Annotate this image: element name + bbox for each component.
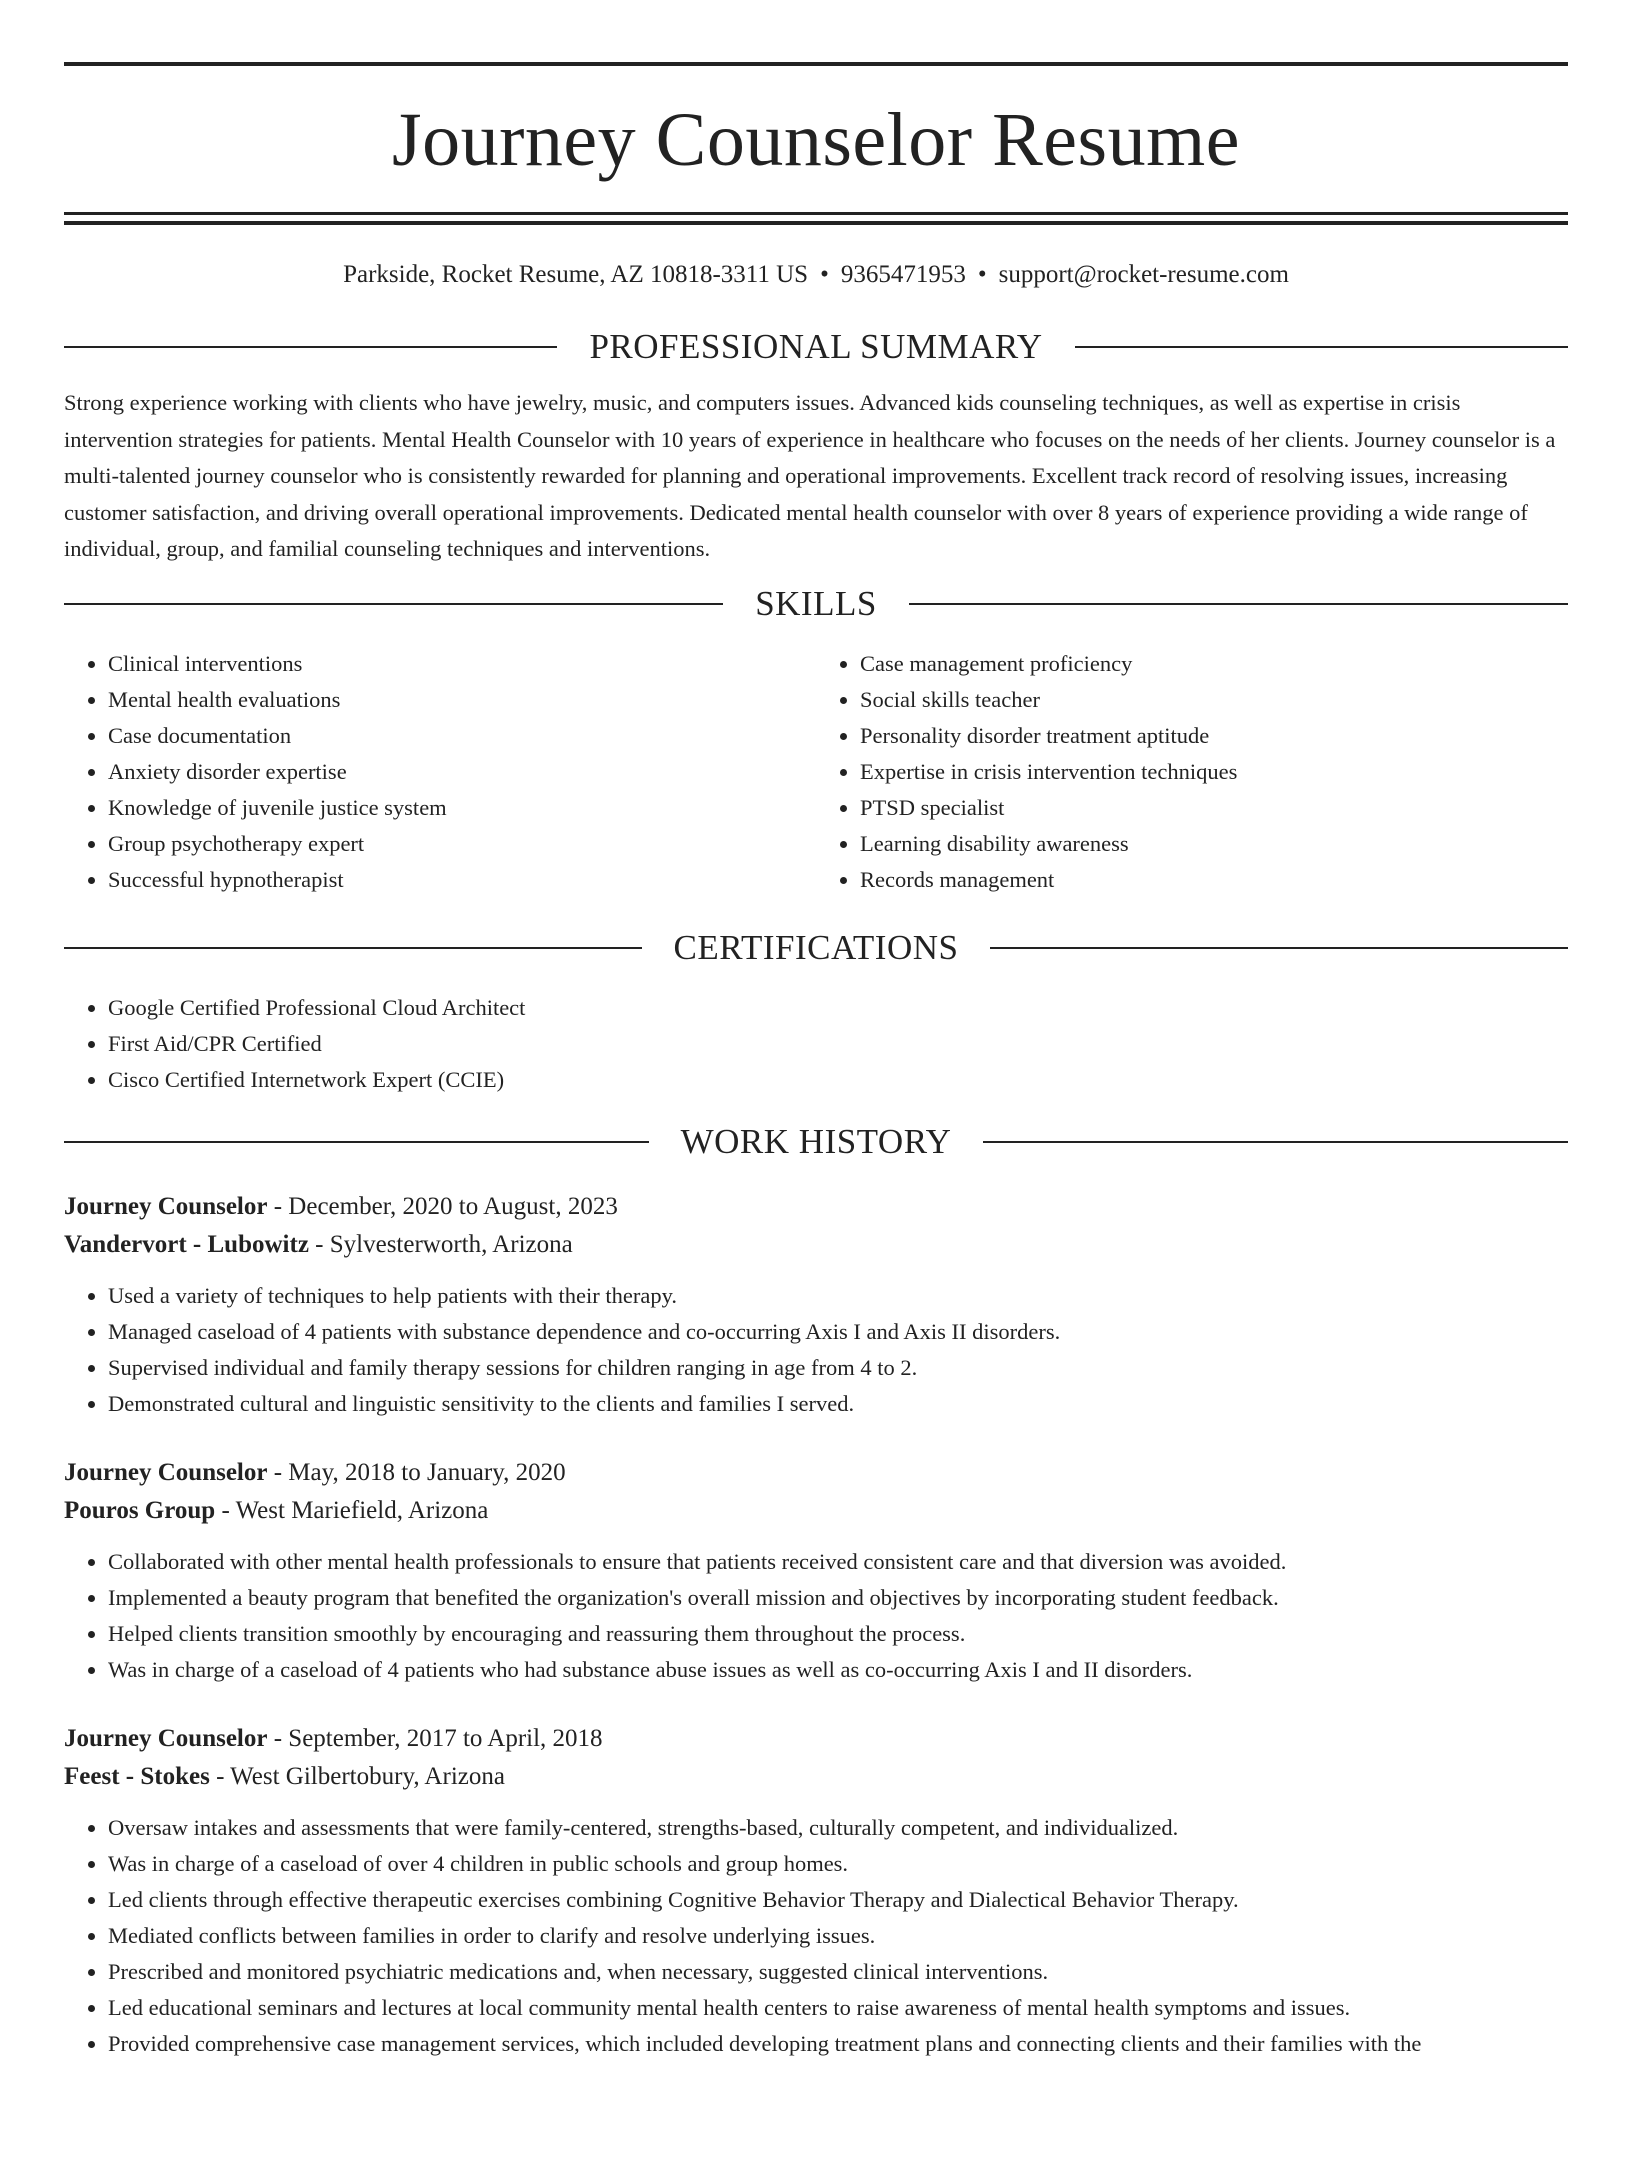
skill-item: • Successful hypnotherapist [108, 862, 816, 898]
job-title: Journey Counselor [64, 1192, 268, 1220]
skills-columns [64, 646, 1568, 898]
job-entry [64, 1720, 1568, 2062]
section-heading-certifications [64, 928, 1568, 968]
skill-item: • Case documentation [108, 718, 816, 754]
skills-left-list [64, 646, 816, 898]
heading-rule [64, 947, 642, 949]
job-bullets [64, 1278, 1568, 1422]
resume-title: Journey Counselor Resume [392, 98, 1240, 182]
job-company-line [64, 1226, 1568, 1264]
section-heading-skills [64, 584, 1568, 624]
skill-item: • Expertise in crisis intervention techniques [860, 754, 1568, 790]
job-company-line [64, 1492, 1568, 1530]
job-bullet: • Supervised individual and family therapy sessions for children ranging in age from 4 to 2. [108, 1350, 1568, 1386]
title-double-rule [64, 212, 1568, 225]
contact-separator: • [820, 261, 829, 288]
skill-item: • Clinical interventions [108, 646, 816, 682]
job-bullet: • Prescribed and monitored psychiatric medications and, when necessary, suggested clinical interventions. [108, 1954, 1568, 1990]
skills-heading: SKILLS [755, 583, 877, 623]
heading-rule [990, 947, 1568, 949]
job-title-line [64, 1720, 1568, 1758]
job-entry [64, 1188, 1568, 1422]
job-bullet: • Demonstrated cultural and linguistic sensitivity to the clients and families I served. [108, 1386, 1568, 1422]
heading-rule [64, 603, 723, 605]
job-location: - West Gilbertobury, Arizona [209, 1762, 505, 1790]
top-rule [64, 62, 1568, 66]
resume-page [0, 62, 1632, 2174]
job-bullet: • Led educational seminars and lectures at local community mental health centers to raise awareness of mental health symptoms and issues. [108, 1990, 1568, 2026]
job-bullets [64, 1544, 1568, 1688]
job-company: Vandervort - Lubowitz [64, 1230, 309, 1258]
job-location: - West Mariefield, Arizona [215, 1496, 489, 1524]
contact-separator: • [977, 261, 987, 288]
heading-rule [64, 346, 557, 348]
certification-item: • Google Certified Professional Cloud Architect [108, 990, 1568, 1026]
job-title: Journey Counselor [64, 1724, 268, 1752]
certifications-list [64, 990, 1568, 1098]
job-company: Feest - Stokes [64, 1762, 210, 1790]
job-dates: - May, 2018 to January, 2020 [267, 1458, 566, 1486]
job-title-line [64, 1454, 1568, 1492]
job-dates: - December, 2020 to August, 2023 [267, 1192, 618, 1220]
job-entry [64, 1454, 1568, 1688]
job-bullet: • Provided comprehensive case management services, which included developing treatment plans and connecting clients and their families with the [108, 2026, 1568, 2062]
section-heading-summary [64, 327, 1568, 367]
job-bullet: • Helped clients transition smoothly by encouraging and reassuring them throughout the process. [108, 1616, 1568, 1652]
skill-item: • Learning disability awareness [860, 826, 1568, 862]
heading-rule [1075, 346, 1568, 348]
job-bullet: • Was in charge of a caseload of 4 patients who had substance abuse issues as well as co-occurring Axis I and II disorders. [108, 1652, 1568, 1688]
heading-rule [64, 1141, 649, 1143]
heading-rule [983, 1141, 1568, 1143]
job-company: Pouros Group [64, 1496, 216, 1524]
heading-rule [909, 603, 1568, 605]
job-bullet: • Implemented a beauty program that benefited the organization's overall mission and objectives by incorporating student feedback. [108, 1580, 1568, 1616]
skills-right-list [816, 646, 1568, 898]
contact-phone: 9365471953 [840, 261, 966, 288]
job-bullet: • Managed caseload of 4 patients with substance dependence and co-occurring Axis I and Axis II disorders. [108, 1314, 1568, 1350]
section-heading-work-history [64, 1122, 1568, 1162]
job-title-line [64, 1188, 1568, 1226]
contact-email: support@rocket-resume.com [998, 261, 1289, 288]
work-history-heading: WORK HISTORY [680, 1121, 952, 1161]
job-bullet: • Was in charge of a caseload of over 4 children in public schools and group homes. [108, 1846, 1568, 1882]
skill-item: • Knowledge of juvenile justice system [108, 790, 816, 826]
skill-item: • Case management proficiency [860, 646, 1568, 682]
job-company-line [64, 1758, 1568, 1796]
job-bullets [64, 1810, 1568, 2062]
skill-item: • Records management [860, 862, 1568, 898]
skill-item: • Group psychotherapy expert [108, 826, 816, 862]
skill-item: • Mental health evaluations [108, 682, 816, 718]
job-title: Journey Counselor [64, 1458, 268, 1486]
certification-item: • First Aid/CPR Certified [108, 1026, 1568, 1062]
certification-item: • Cisco Certified Internetwork Expert (CCIE) [108, 1062, 1568, 1098]
job-bullet: • Mediated conflicts between families in order to clarify and resolve underlying issues. [108, 1918, 1568, 1954]
job-dates: - September, 2017 to April, 2018 [267, 1724, 603, 1752]
job-bullet: • Collaborated with other mental health professionals to ensure that patients received consistent care and that diversion was avoided. [108, 1544, 1568, 1580]
skill-item: • Personality disorder treatment aptitude [860, 718, 1568, 754]
contact-line [64, 261, 1568, 289]
summary-heading: PROFESSIONAL SUMMARY [589, 327, 1043, 366]
skill-item: • Social skills teacher [860, 682, 1568, 718]
job-location: - Sylvesterworth, Arizona [308, 1230, 573, 1258]
job-bullet: • Oversaw intakes and assessments that were family-centered, strengths-based, culturally competent, and individualized. [108, 1810, 1568, 1846]
summary-text: Strong experience working with clients who have jewelry, music, and computers issues. Advanced kids counseling techniques, as well as expertise in crisis intervention strategies for patients. Mental Health Counselor with 10 years of experience in healthcare who focuses on the needs of her clients. Journey counselor is a multi-talented journey counselor who is consistently rewarded for planning and operational improvements. Excellent track record of resolving issues, increasing customer satisfaction, and driving overall operational improvements. Dedicated mental health counselor with over 8 years of experience providing a wide range of individual, group, and familial counseling techniques and interventions. [64, 390, 1556, 561]
skill-item: • Anxiety disorder expertise [108, 754, 816, 790]
contact-address: Parkside, Rocket Resume, AZ 10818-3311 US [343, 261, 809, 288]
job-bullet: • Used a variety of techniques to help patients with their therapy. [108, 1278, 1568, 1314]
skill-item: • PTSD specialist [860, 790, 1568, 826]
certifications-heading: CERTIFICATIONS [673, 927, 959, 967]
job-bullet: • Led clients through effective therapeutic exercises combining Cognitive Behavior Therapy and Dialectical Behavior Therapy. [108, 1882, 1568, 1918]
